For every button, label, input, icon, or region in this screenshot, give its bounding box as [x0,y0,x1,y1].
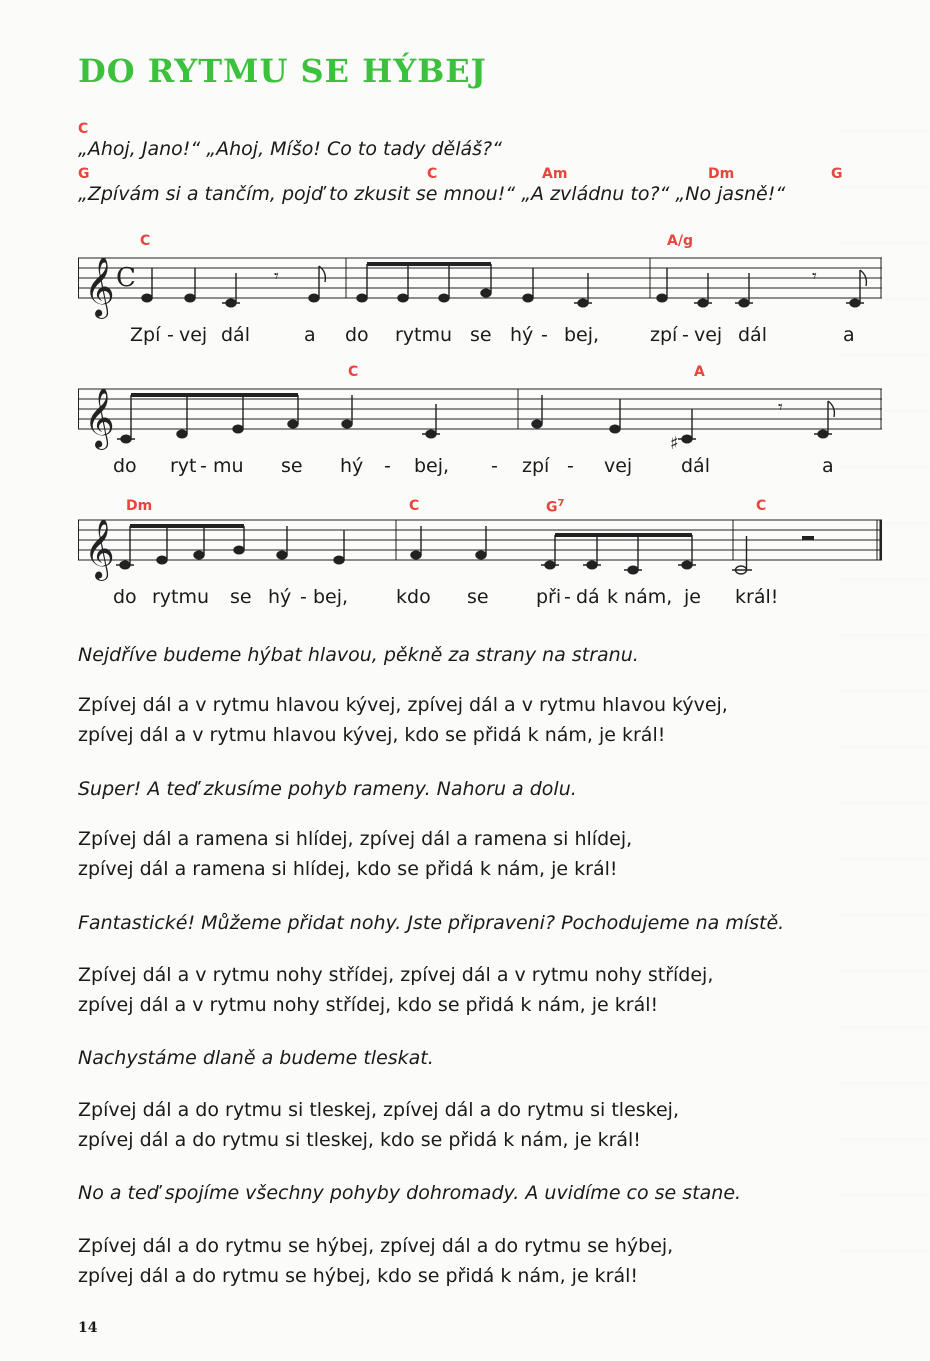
lyric-syllable: bej, [313,586,349,608]
verse-line: zpívej dál a ramena si hlídej, kdo se přidá k nám, je král! [78,858,618,880]
staff-notation [78,383,882,451]
song-title: DO RYTMU SE HÝBEJ [78,52,487,90]
lyric-syllable: bej, [564,324,600,346]
lyric-syllable: vej [179,324,208,346]
lyric-syllable: - [491,455,498,477]
treble-clef-icon: 𝄞 [84,519,115,579]
verse-line: zpívej dál a do rytmu se hýbej, kdo se přidá k nám, je král! [78,1265,639,1287]
verse-line: zpívej dál a v rytmu nohy střídej, kdo se přidá k nám, je král! [78,994,659,1016]
lyric-syllable: je [684,586,701,608]
svg-text:𝄾: 𝄾 [274,266,279,287]
lyric-syllable: král! [735,586,779,608]
lyric-syllable: - [300,586,307,608]
lyric-syllable: hý [510,324,534,346]
lyric-syllable: hý [268,586,292,608]
chord-label: A/g [667,233,693,249]
verse-line: zpívej dál a do rytmu si tleskej, kdo se přidá k nám, je král! [78,1129,641,1151]
lyric-syllable: dál [738,324,767,346]
lyric-syllable: se [467,586,489,608]
verse-instruction: Nejdříve budeme hýbat hlavou, pěkně za strany na stranu. [78,644,639,666]
lyric-syllable: kdo [396,586,431,608]
chord-label: $G^7$ [546,498,565,516]
page-number: 14 [78,1320,98,1336]
lyric-syllable: do [113,455,137,477]
lyric-syllable: Zpí [130,324,161,346]
verse-lyrics [78,824,632,884]
verse-lyrics [78,1231,673,1291]
lyric-syllable: dál [681,455,710,477]
verse-lyrics [78,1095,679,1155]
chord-label: C [756,498,767,514]
lyric-syllable: mu [213,455,244,477]
chord-label: C [409,498,420,514]
verse-instruction: Fantastické! Můžeme přidat nohy. Jste připraveni? Pochodujeme na místě. [78,912,785,934]
lyric-syllable: - [567,455,574,477]
verse-line: Zpívej dál a do rytmu se hýbej, zpívej dál a do rytmu se hýbej, [78,1235,674,1257]
chord-label: Dm [708,166,735,182]
staff-notation [78,252,882,320]
verse-line: Zpívej dál a ramena si hlídej, zpívej dál a ramena si hlídej, [78,828,633,850]
verse-line: zpívej dál a v rytmu hlavou kývej, kdo se přidá k nám, je král! [78,724,666,746]
lyric-syllable: bej, [414,455,450,477]
verse-instruction: Super! A teď zkusíme pohyb rameny. Nahoru a dolu. [78,778,577,800]
lyric-syllable: do [113,586,137,608]
common-time-icon: C [116,263,136,293]
lyric-syllable: do [345,324,369,346]
treble-clef-icon: 𝄞 [84,257,115,317]
lyric-syllable: rytmu [152,586,210,608]
chord-label: C [427,166,438,182]
lyric-syllable: se [281,455,303,477]
dialog-line: „Ahoj, Jano!“ „Ahoj, Míšo! Co to tady děláš?“ [78,138,502,160]
staff-notation [78,514,882,582]
lyric-syllable: hý [340,455,364,477]
verse-line: Zpívej dál a v rytmu nohy střídej, zpívej dál a v rytmu nohy střídej, [78,964,714,986]
chord-label: Am [542,166,568,182]
music-staff [78,514,882,582]
chord-label: Dm [126,498,153,514]
dialog-line: „Zpívám si a tančím, pojď to zkusit se mnou!“ „A zvládnu to?“ „No jasně!“ [78,183,786,205]
chord-label: G [831,166,843,182]
verse-line: Zpívej dál a v rytmu hlavou kývej, zpívej dál a v rytmu hlavou kývej, [78,694,728,716]
lyric-syllable: se [230,586,252,608]
lyric-syllable: zpí [650,324,678,346]
lyric-syllable: - [682,324,689,346]
lyric-syllable: - [200,455,207,477]
lyric-syllable: k nám, [607,586,673,608]
lyric-syllable: ryt [170,455,197,477]
lyric-syllable: - [384,455,391,477]
lyric-syllable: a [822,455,834,477]
chord-label: C [78,121,89,137]
treble-clef-icon: 𝄞 [84,388,115,448]
verse-line: Zpívej dál a do rytmu si tleskej, zpívej dál a do rytmu si tleskej, [78,1099,679,1121]
lyric-syllable: vej [694,324,723,346]
lyric-syllable: dál [221,324,250,346]
lyric-syllable: vej [604,455,633,477]
verse-instruction: No a teď spojíme všechny pohyby dohromady. A uvidíme co se stane. [78,1182,742,1204]
music-staff [78,252,882,320]
lyric-syllable: rytmu [395,324,453,346]
verse-lyrics [78,960,713,1020]
chord-label: C [140,233,151,249]
svg-text:♯: ♯ [670,433,679,451]
lyric-syllable: - [167,324,174,346]
verse-instruction: Nachystáme dlaně a budeme tleskat. [78,1047,434,1069]
lyric-syllable: a [843,324,855,346]
lyric-syllable: a [304,324,316,346]
music-staff [78,383,882,451]
lyric-syllable: - [564,586,571,608]
chord-label: G [78,166,90,182]
lyric-syllable: zpí [522,455,550,477]
chord-label: C [348,364,359,380]
lyric-syllable: - [541,324,548,346]
verse-lyrics [78,690,728,750]
lyric-syllable: při [536,586,562,608]
svg-text:𝄾: 𝄾 [778,397,783,418]
lyric-syllable: dá [576,586,600,608]
svg-text:𝄾: 𝄾 [812,266,817,287]
chord-label: A [694,364,705,380]
lyric-syllable: se [470,324,492,346]
